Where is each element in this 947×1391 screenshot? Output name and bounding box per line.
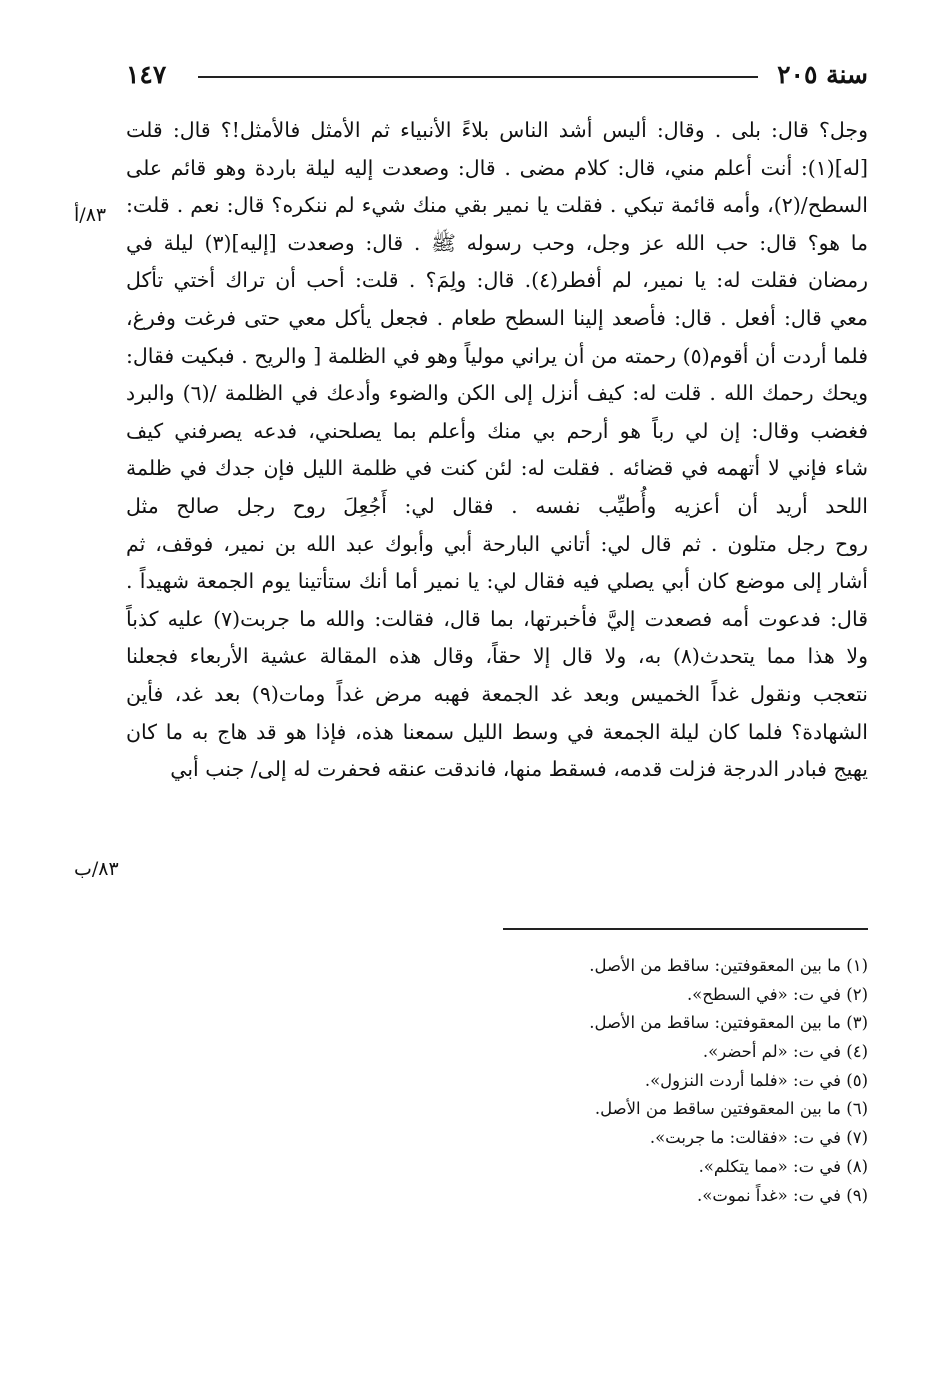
text-line: يهيج فبادر الدرجة فزلت قدمه، فسقط منها، فاندقت عنقه فحفرت له إلى/ جنب أبي bbox=[170, 757, 868, 782]
text-line: الشهادة؟ فلما كان ليلة الجمعة في وسط الليل سمعنا هذه، فإذا هو قد هاج به ما كان bbox=[126, 719, 868, 744]
footnote: (٥) في ت: «فلما أردت النزول». bbox=[644, 1070, 868, 1090]
footnote-separator bbox=[503, 928, 868, 930]
footnote: (٣) ما بين المعقوفتين: ساقط من الأصل. bbox=[589, 1013, 868, 1033]
margin-folio-note: ٨٣/أ bbox=[74, 204, 107, 226]
page-header bbox=[126, 58, 868, 94]
footnote: (٤) في ت: «لم أحضر». bbox=[702, 1042, 868, 1062]
page-number: ١٤٧ bbox=[126, 60, 167, 89]
main-text bbox=[126, 112, 868, 789]
text-line: شاء فإني لا أتهمه في قضائه . فقلت له: لئن كنت في ظلمة الليل فإن جدك في ظلمة bbox=[126, 456, 868, 481]
text-line: ما هو؟ قال: حب الله عز وجل، وحب رسوله ﷺ . قال: وصعدت [إليه](٣) ليلة في bbox=[126, 230, 868, 255]
text-line: قال: فدعوت أمه فصعدت إليَّ فأخبرتها، بما قال، فقالت: والله ما جربت(٧) عليه كذباً bbox=[126, 606, 868, 631]
running-head-year: سنة ٢٠٥ bbox=[777, 60, 868, 89]
text-line: ولا هذا مما يتحدث(٨) به، ولا قال إلا حقاً، وقال هذه المقالة عشية الأربعاء فجعلنا bbox=[126, 644, 869, 669]
text-line: فغضب وقال: إن لي رباً هو أرحم بي منك وأعلم بما يصلحني، فدعه يصرفني كيف bbox=[126, 418, 868, 443]
text-line: وجل؟ قال: بلى . وقال: أليس أشد الناس بلاءً الأنبياء ثم الأمثل فالأمثل!؟ قال: قلت bbox=[126, 118, 868, 142]
footnote: (١) ما بين المعقوفتين: ساقط من الأصل. bbox=[589, 956, 868, 975]
text-line: رمضان فقلت له: يا نمير، لم أفطر(٤). قال: ولِمَ؟ . قلت: أحب أن تراك أختي تأكل bbox=[126, 268, 868, 293]
footnote: (٢) في ت: «في السطح». bbox=[686, 984, 868, 1004]
footnotes bbox=[368, 952, 868, 1210]
text-line: نتعجب ونقول غداً الخميس وبعد غد الجمعة فهبه مرض غداً ومات(٩) بعد غد، فأين bbox=[126, 681, 869, 706]
footnote: (٦) ما بين المعقوفتين ساقط من الأصل. bbox=[594, 1099, 868, 1119]
margin-folio-note: ٨٣/ب bbox=[74, 858, 119, 880]
text-line: روح رجل متلون . ثم قال لي: أتاني البارحة أبي وأبوك عبد الله بن نمير، فوقف، ثم bbox=[126, 531, 868, 556]
text-line: أشار إلى موضع كان أبي يصلي فيه فقال لي: يا نمير أما أنك ستأتينا يوم الجمعة شهيداً . bbox=[126, 569, 868, 594]
text-line: ويحك رحمك الله . قلت له: كيف أنزل إلى الكن والضوء وأدعك في الظلمة /(٦) والبرد bbox=[126, 381, 868, 406]
text-line: اللحد أريد أن أعزيه وأُطيِّب نفسه . فقال لي: أَجُعِلَ روح رجل صالح مثل bbox=[126, 493, 868, 518]
footnote: (٩) في ت: «غداً نموت». bbox=[697, 1185, 868, 1205]
text-line: فلما أردت أن أقوم(٥) رحمته من أن يراني مولياً وهو في الظلمة [ والريح . فبكيت فقال: bbox=[126, 343, 868, 368]
footnote: (٧) في ت: «فقالت: ما جربت». bbox=[649, 1128, 868, 1148]
footnote: (٨) في ت: «مما يتكلم». bbox=[698, 1156, 868, 1176]
header-rule bbox=[198, 76, 758, 78]
text-line: معي قال: أفعل . قال: فأصعد إلينا السطح طعام . فجعل يأكل معي حتى فرغت وفرغ، bbox=[126, 305, 868, 330]
text-line: السطح/(٢)، وأمه قائمة تبكي . فقلت يا نمير بقي منك شيء لم ننكره؟ قال: نعم . قلت: bbox=[126, 193, 868, 218]
text-line: [له](١): أنت أعلم مني، قال: كلام مضى . قال: وصعدت إليه ليلة باردة وهو قائم على bbox=[126, 155, 868, 180]
